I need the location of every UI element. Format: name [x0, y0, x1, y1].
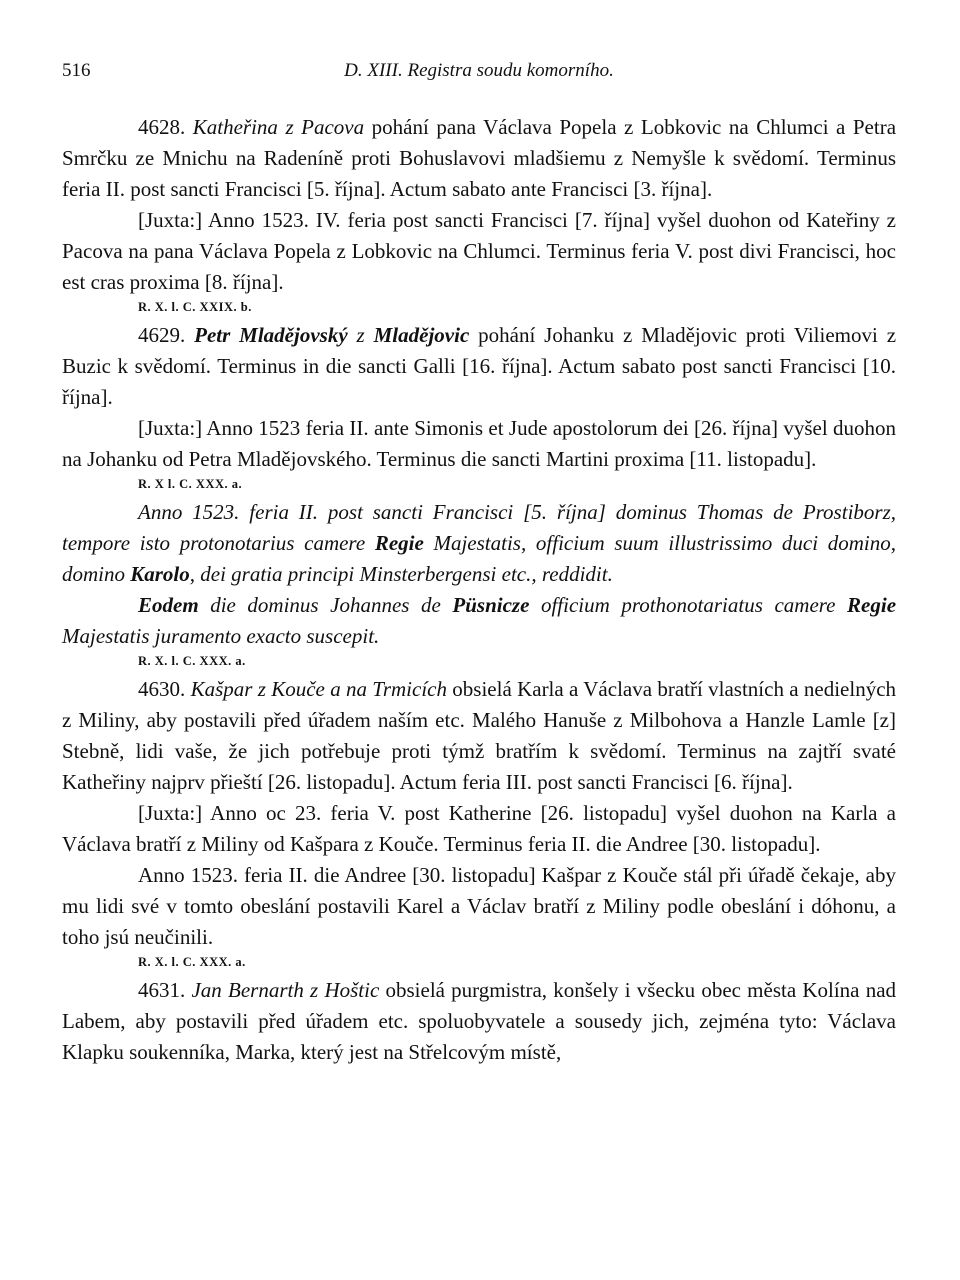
connector: z: [257, 677, 266, 701]
entry-number: 4629.: [138, 323, 186, 347]
note-regie: Regie: [847, 593, 897, 617]
entry-4628-juxta: [Juxta:] Anno 1523. IV. feria post sancti Francisci [7. října] vyšel duohon od Kateřiny z Pacova na pana Václava Popela z Lobkovic na Chlumci. Terminus feria V. post divi Francisci, hoc est cras proxima [8. října].: [62, 208, 896, 294]
person-name: Kašpar: [190, 677, 253, 701]
connector: z: [310, 978, 319, 1002]
entry-4629-juxta: [Juxta:] Anno 1523 feria II. ante Simonis et Jude apostolorum dei [26. října] vyšel duohon na Johanku od Petra Mladějovského. Terminus die sancti Martini proxima [11. listopadu].: [62, 416, 896, 471]
source-signature: R. X l. C. XXX. a.: [138, 477, 243, 491]
note-anno-1523: [62, 497, 896, 590]
source-signature: R. X. l. C. XXIX. b.: [138, 300, 252, 314]
place-name: Mladějovic: [373, 323, 470, 347]
entry-4630: [62, 674, 896, 798]
note-eodem: [62, 590, 896, 652]
note-text: die dominus Johannes de: [198, 593, 453, 617]
note-karolo: Karolo: [130, 562, 190, 586]
page-number: 516: [62, 60, 91, 81]
running-title: D. XIII. Registra soudu komorního.: [344, 60, 614, 81]
note-text: Anno 1523. feria II. post sancti Francisci [5. října] dominus Thomas de Prostiborz, tempore isto protonotarius camere: [62, 500, 896, 555]
note-text: Majestatis juramento exacto suscepit.: [62, 624, 380, 648]
source-signature: R. X. l. C. XXX. a.: [138, 654, 246, 668]
note-text: , dei gratia principi Minsterbergensi etc., reddidit.: [189, 562, 613, 586]
connector: z: [285, 115, 294, 139]
person-name: Katheřina: [192, 115, 278, 139]
entry-number: 4630.: [138, 677, 186, 701]
note-eodem-word: Eodem: [138, 593, 199, 617]
entry-text: obsielá purgmistra, konšely i všecku obec města Kolína nad Labem, aby postavili před úřadem etc. spoluobyvatele a sousedy jich, zejména tyto: Václava Klapku soukenníka, Marka, který jest na Střelcovým místě,: [62, 978, 897, 1064]
entry-4630-juxta: [Juxta:] Anno oc 23. feria V. post Katherine [26. listopadu] vyšel duohon na Karla a Václava bratří z Miliny od Kašpara z Kouče. Terminus feria II. die Andree [30. listopadu].: [62, 801, 896, 856]
entry-4629: [62, 320, 896, 413]
entry-4630-anno: Anno 1523. feria II. die Andree [30. listopadu] Kašpar z Kouče stál při úřadě čekaje, aby mu lidi své v tomto obeslání postavili Karel a Václav bratří z Miliny podle obeslání i dóhonu, a toho jsú neučinili.: [62, 863, 896, 949]
page-content: [62, 112, 896, 1068]
note-pisnicze: Püsnicze: [452, 593, 530, 617]
connector: z: [356, 323, 365, 347]
entry-4628: [62, 112, 896, 205]
note-regie: Regie: [374, 531, 424, 555]
source-signature: R. X. l. C. XXX. a.: [138, 955, 246, 969]
place-name: Hoštic: [324, 978, 380, 1002]
person-name: Jan Bernarth: [191, 978, 304, 1002]
entry-text: pohání pana Václava Popela z Lobkovic na Chlumci a Petra Smrčku ze Mnichu na Radeníně proti Bohuslavovi mladšiemu z Nemyšle k svědomí. Terminus feria II. post sancti Francisci [5. října]. Actum sabato ante Francisci [3. října].: [62, 115, 897, 201]
place-name: Pacova: [301, 115, 365, 139]
note-text: Majestatis, officium suum illustrissimo duci domino, domino: [62, 531, 897, 586]
page-header: [62, 60, 896, 92]
person-name: Petr Mladějovský: [194, 323, 348, 347]
entry-number: 4628.: [138, 115, 186, 139]
entry-4631: [62, 975, 896, 1068]
entry-text: obsielá Karla a Václava bratří vlastních a nedielných z Miliny, aby postavili před úřadem naším etc. Malého Hanuše z Milbohova a Hanzle Lamle [z] Stebně, lidi vaše, že jich potřebuje proti týmž bratřím k svědomí. Terminus na zajtří svaté Katheřiny najprv přieští [26. listopadu]. Actum feria III. post sancti Francisci [6. října].: [62, 677, 897, 794]
entry-number: 4631.: [138, 978, 186, 1002]
entry-text: pohání Johanku z Mladějovic proti Viliemovi z Buzic k svědomí. Terminus in die sancti Galli [16. října]. Actum sabato post sancti Francisci [10. října].: [62, 323, 897, 409]
place-name: Kouče a na Trmicích: [271, 677, 447, 701]
note-text: officium prothonotariatus camere: [529, 593, 848, 617]
